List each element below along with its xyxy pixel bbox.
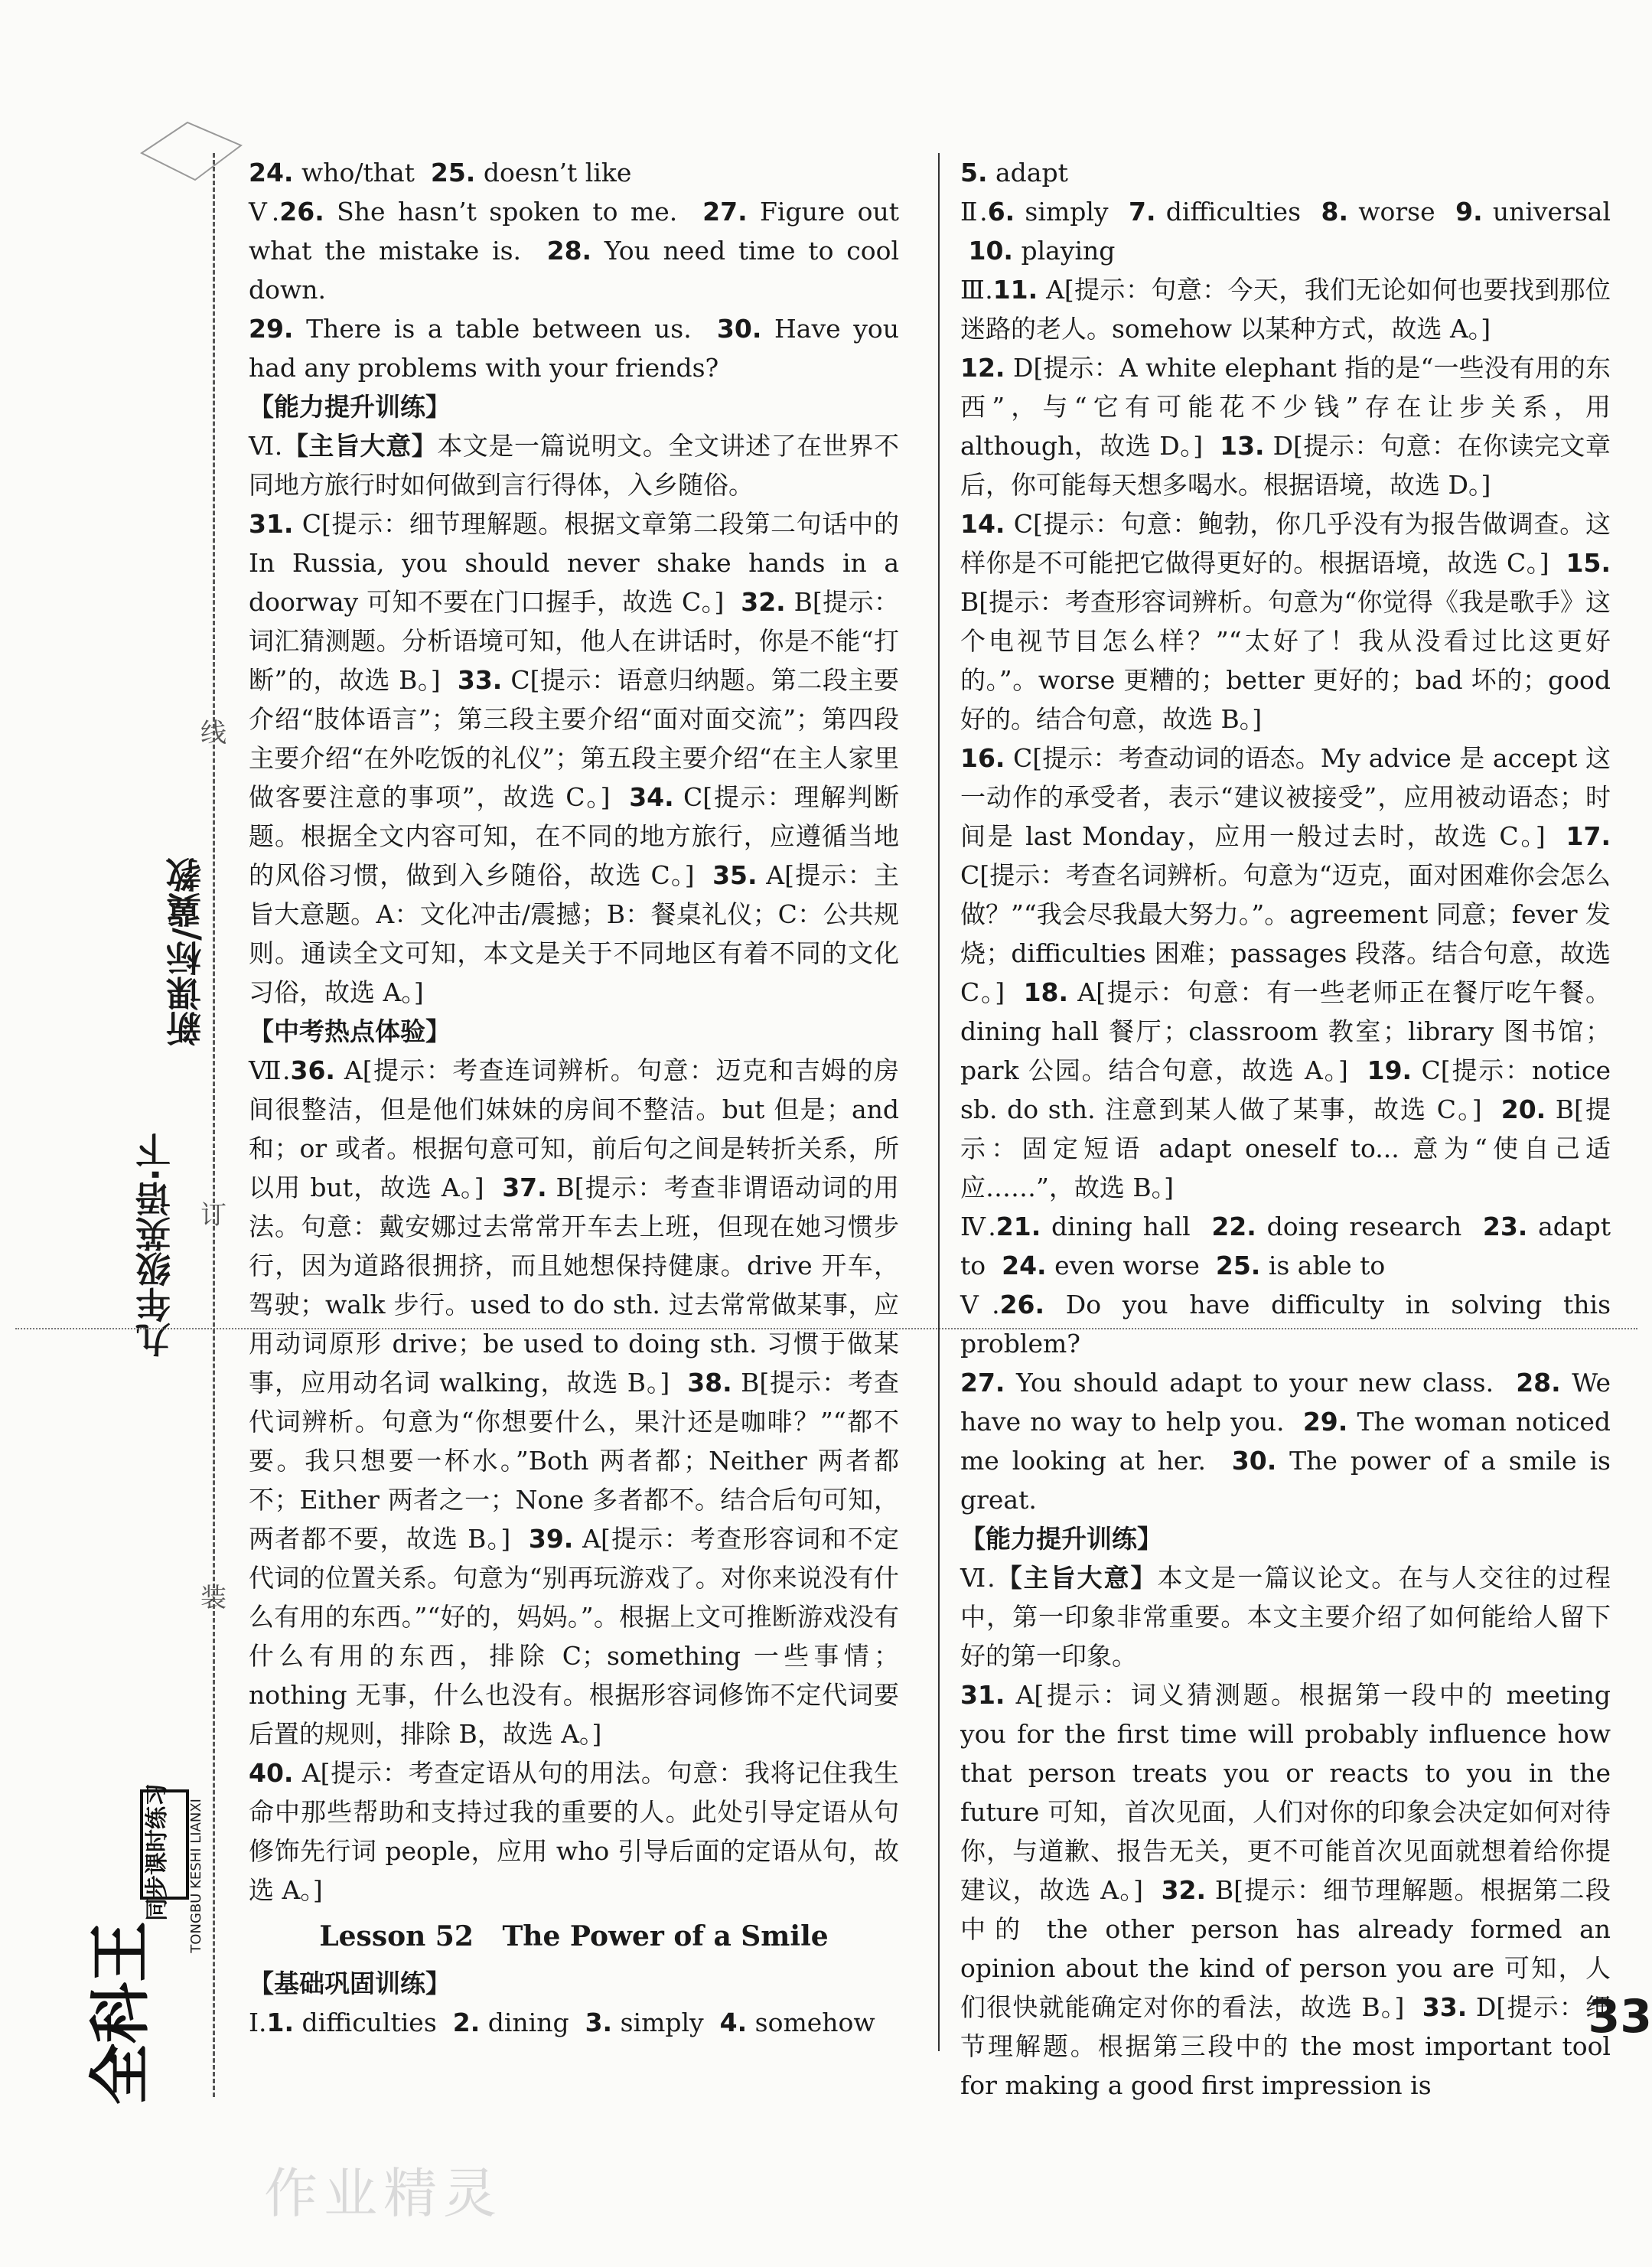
answer-paragraph: 31. A[提示：词义猜测题。根据第一段中的 meeting you for the first time will probably influence how that person treats you or reacts to you in the future 可知，首次见面，人们对你的印象会决定如何对待你，与道歉、报告无关，更不可能首次见面就想着给你提建议，故选 A。] 32. B[提示：细节理解题。根据第二段中的 the other person has already formed an opinion about the kind of person you are 可知，人们很快就能确定对你的看法，故选 B。] 33. D[提示：细节理解题。根据第三段中的 the most important tool for making a good first impression is: [960, 1680, 1611, 2100]
sidebar: [0, 0, 230, 2267]
answer-paragraph: 27. You should adapt to your new class. 28. We have no way to help you. 29. The woman noticed me looking at her. 30. The power of a smile is great.: [960, 1368, 1611, 1515]
svg-text:同步课时练习: 同步课时练习: [144, 1783, 171, 1921]
answer-paragraph: Lesson 52 The Power of a Smile: [319, 1920, 829, 1952]
series-title: 九年级英语·下: [135, 1133, 176, 1358]
answer-paragraph: 24. who/that 25. doesn’t like: [249, 158, 632, 188]
margin-mark-bind: 订: [200, 1200, 226, 1231]
answer-paragraph: 31. C[提示：细节理解题。根据文章第二段第二句话中的 In Russia, you should never shake hands in a doorway 可知不要在门口握手，故选 C。] 32. B[提示：词汇猜测题。分析语境可知，他人在讲话时，你是不能“打断”的，故选 B。] 33. C[提示：语意归纳题。第二段主要介绍“肢体语言”；第三段主要介绍“面对面交流”；第四段主要介绍“在外吃饭的礼仪”；第五段主要介绍“在主人家里做客要注意的事项”，故选 C。] 34. C[提示：理解判断题。根据全文内容可知，在不同的地方旅行，应遵循当地的风俗习惯，做到入乡随俗，故选 C。] 35. A[提示：主旨大意题。A：文化冲击/震撼；B：餐桌礼仪；C：公共规则。通读全文可知，本文是关于不同地区有着不同的文化习俗，故选 A。]: [249, 509, 900, 1007]
answer-paragraph: 14. C[提示：句意：鲍勃，你几乎没有为报告做调查。这样你是不可能把它做得更好的。根据语境，故选 C。] 15. B[提示：考查形容词辨析。句意为“你觉得《我是歌手》这个电视节目怎么样？”“太好了！我从没看过比这更好的。”。worse 更糟的；better 更好的；bad 坏的；good 好的。结合句意，故选 B。]: [960, 509, 1611, 734]
margin-mark-staple: 装: [200, 1583, 226, 1613]
answer-paragraph: 29. There is a table between us. 30. Have you had any problems with your friends?: [249, 314, 899, 383]
logo-pinyin: TONGBU KESHI LIANXI: [188, 1799, 204, 1953]
answer-paragraph: 【能力提升训练】: [249, 392, 451, 422]
answer-paragraph: Ⅵ.【主旨大意】本文是一篇说明文。全文讲述了在世界不同地方旅行时如何做到言行得体，入乡随俗。: [249, 431, 900, 500]
right-column: [960, 153, 1611, 2105]
left-column: [249, 153, 899, 2042]
answer-paragraph: Ⅴ.26. Do you have difficulty in solving this problem?: [960, 1290, 1611, 1359]
answer-paragraph: 【能力提升训练】: [960, 1524, 1162, 1554]
answer-paragraph: 16. C[提示：考查动词的语态。My advice 是 accept 这一动作的承受者，表示“建议被接受”，应用被动语态；时间是 last Monday，应用一般过去时，故选 C。] 17. C[提示：考查名词辨析。句意为“迈克，面对困难你会怎么做？”“我会尽我最大努力。”。agreement 同意；fever 发烧；difficulties 困难；passages 段落。结合句意，故选 C。] 18. A[提示：句意：有一些老师正在餐厅吃午餐。dining hall 餐厅；classroom 教室；library 图书馆；park 公园。结合句意，故选 A。] 19. C[提示：notice sb. do sth. 注意到某人做了某事，故选 C。] 20. B[提示：固定短语 adapt oneself to... 意为“使自己适应……”，故选 B。]: [960, 743, 1611, 1202]
answer-paragraph: 40. A[提示：考查定语从句的用法。句意：我将记住我生命中那些帮助和支持过我的重要的人。此处引导定语从句修饰先行词 people，应用 who 引导后面的定语从句，故选 A。]: [249, 1758, 899, 1905]
watermark: 作业精灵: [264, 2162, 503, 2225]
answer-paragraph: Ⅴ.26. She hasn’t spoken to me. 27. Figure out what the mistake is. 28. You need time to cool down.: [249, 197, 899, 305]
answer-paragraph: Ⅱ.6. simply 7. difficulties 8. worse 9. universal 10. playing: [960, 197, 1611, 266]
answer-paragraph: 5. adapt: [960, 158, 1068, 188]
answer-paragraph: 【中考热点体验】: [249, 1016, 451, 1046]
answer-paragraph: Ⅰ.1. difficulties 2. dining 3. simply 4. somehow: [249, 2008, 875, 2037]
answer-paragraph: 12. D[提示：A white elephant 指的是“一些没有用的东西”，与“它有可能花不少钱”存在让步关系，用 although，故选 D。] 13. D[提示：句意：在你读完文章后，你可能每天想多喝水。根据语境，故选 D。]: [960, 353, 1611, 500]
column-divider: [938, 153, 940, 2051]
answer-paragraph: 【基础巩固训练】: [249, 1969, 451, 1998]
answer-paragraph: Ⅶ.36. A[提示：考查连词辨析。句意：迈克和吉姆的房间很整洁，但是他们妹妹的房间不整洁。but 但是；and 和；or 或者。根据句意可知，前后句之间是转折关系，所以用 but，故选 A。] 37. B[提示：考查非谓语动词的用法。句意：戴安娜过去常常开车去上班，但现在她习惯步行，因为道路很拥挤，而且她想保持健康。drive 开车，驾驶；walk 步行。used to do sth. 过去常常做某事，应用动词原形 drive；be used to doing sth. 习惯于做某事，应用动名词 walking，故选 B。] 38. B[提示：考查代词辨析。句意为“你想要什么，果汁还是咖啡？”“都不要。我只想要一杯水。”Both 两者都；Neither 两者都不；Either 两者之一；None 多者都不。结合后句可知，两者都不要，故选 B。] 39. A[提示：考查形容词和不定代词的位置关系。句意为“别再玩游戏了。对你来说没有什么有用的东西。”“好的，妈妈。”。根据上文可推断游戏没有什么有用的东西，排除 C；something 一些事情；nothing 无事，什么也没有。根据形容词修饰不定代词要后置的规则，排除 B，故选 A。]: [249, 1055, 899, 1749]
answer-paragraph: Ⅵ.【主旨大意】本文是一篇议论文。在与人交往的过程中，第一印象非常重要。本文主要介绍了如何能给人留下好的第一印象。: [960, 1563, 1611, 1671]
binding-line: [213, 153, 215, 2097]
svg-text:全科王: 全科王: [84, 1921, 156, 2105]
edition-label: 新课标/冀教: [165, 857, 207, 1046]
page-number: 33: [1588, 1990, 1652, 2044]
top-watermark-stamp: [134, 107, 249, 184]
margin-mark-line: 线: [200, 718, 226, 749]
answer-paragraph: Ⅳ.21. dining hall 22. doing research 23. adapt to 24. even worse 25. is able to: [960, 1212, 1611, 1280]
answer-paragraph: Ⅲ.11. A[提示：句意：今天，我们无论如何也要找到那位迷路的老人。somehow 以某种方式，故选 A。]: [960, 275, 1611, 344]
